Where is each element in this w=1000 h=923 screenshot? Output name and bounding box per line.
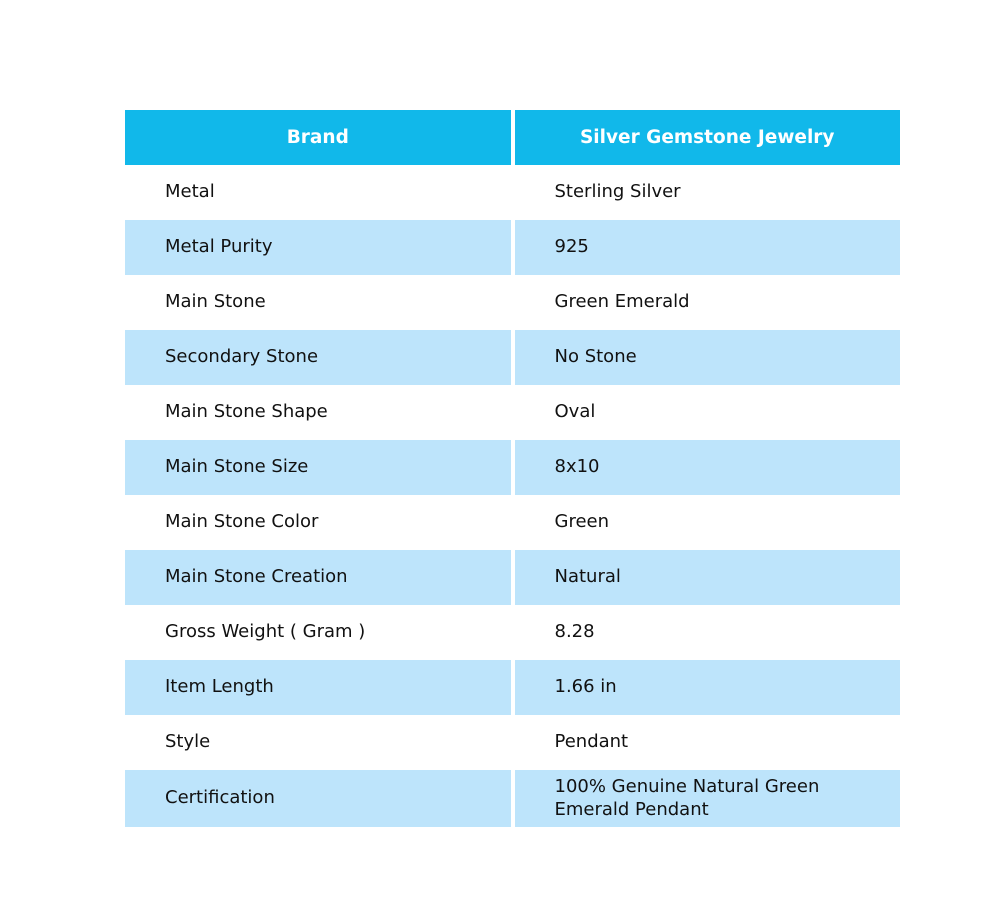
spec-value: 1.66 in (511, 660, 901, 715)
table-row (125, 495, 900, 550)
spec-value: Sterling Silver (511, 165, 901, 220)
table-row (125, 770, 900, 827)
table-row (125, 165, 900, 220)
spec-label: Style (165, 731, 211, 753)
spec-label: Main Stone Creation (165, 566, 348, 588)
spec-value: No Stone (511, 330, 901, 385)
spec-value: 8x10 (511, 440, 901, 495)
header-cell-brand: Brand (286, 126, 349, 148)
spec-label: Gross Weight ( Gram ) (165, 621, 366, 643)
spec-value: Natural (511, 550, 901, 605)
spec-value: Oval (511, 385, 901, 440)
spec-value: Green Emerald (511, 275, 901, 330)
spec-label: Secondary Stone (165, 346, 319, 368)
table-header-row (125, 110, 900, 165)
spec-value: 8.28 (511, 605, 901, 660)
spec-value: 925 (511, 220, 901, 275)
table-row (125, 220, 900, 275)
table-row (125, 715, 900, 770)
spec-label: Main Stone Size (165, 456, 309, 478)
spec-label: Item Length (165, 676, 274, 698)
spec-value: Green (511, 495, 901, 550)
table-row (125, 605, 900, 660)
spec-label: Main Stone (165, 291, 266, 313)
spec-label: Main Stone Color (165, 511, 319, 533)
product-spec-table (125, 110, 900, 827)
spec-label: Main Stone Shape (165, 401, 328, 423)
spec-value: 100% Genuine Natural Green Emerald Pendant (511, 770, 901, 827)
header-cell-brand-value: Silver Gemstone Jewelry (511, 110, 901, 165)
table-row (125, 660, 900, 715)
table-row (125, 275, 900, 330)
table-row (125, 385, 900, 440)
table-row (125, 550, 900, 605)
table-row (125, 440, 900, 495)
spec-label: Metal (165, 181, 215, 203)
table-row (125, 330, 900, 385)
spec-value: Pendant (511, 715, 901, 770)
spec-label: Metal Purity (165, 236, 273, 258)
spec-label: Certification (165, 787, 275, 809)
